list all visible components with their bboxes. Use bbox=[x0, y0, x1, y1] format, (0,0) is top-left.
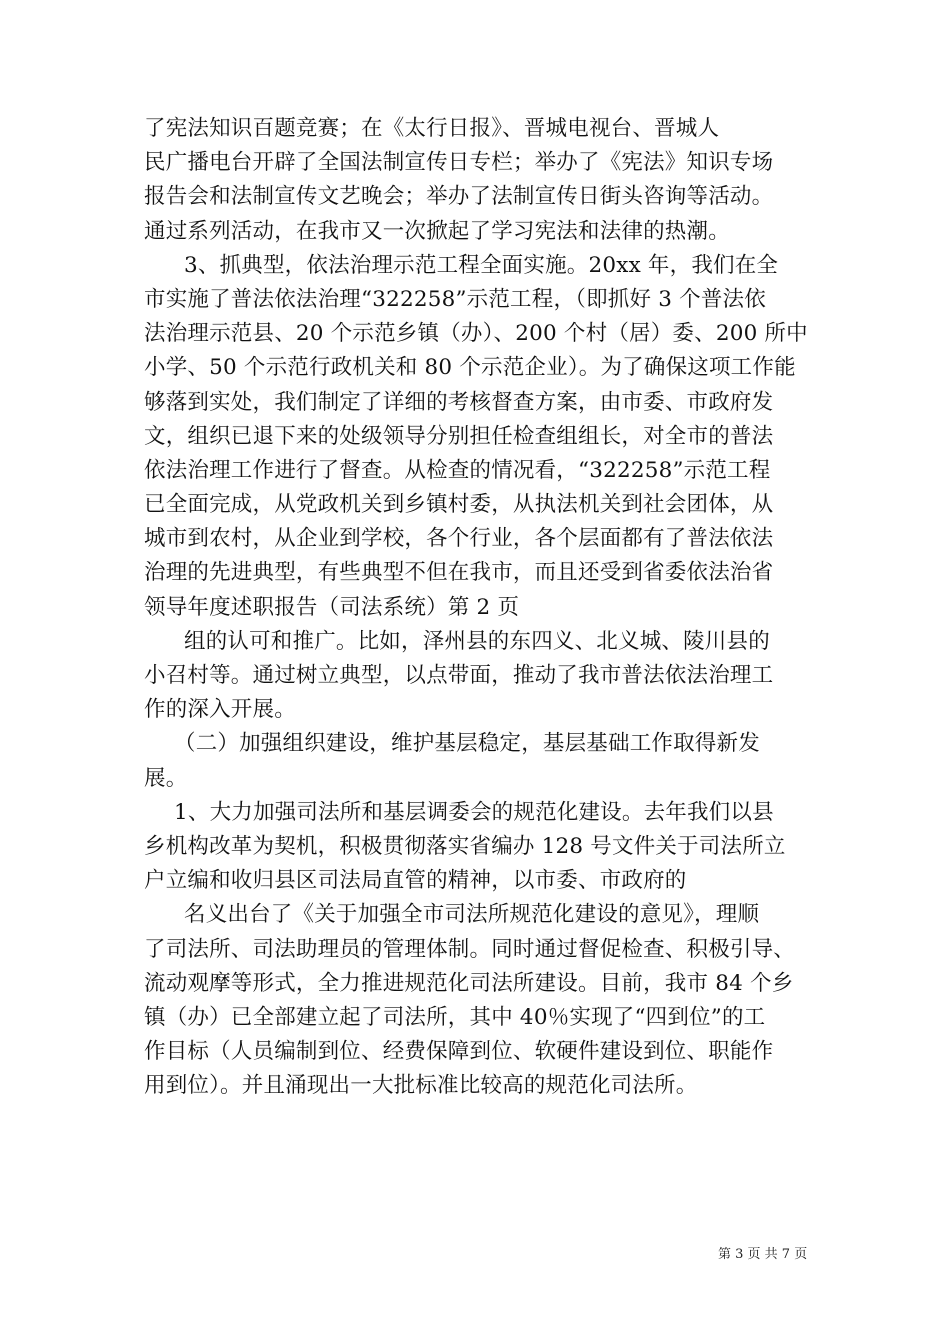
text-line: 法治理示范县、20 个示范乡镇（办）、200 个村（居）委、200 所中 bbox=[144, 321, 808, 347]
text-line: 展。 bbox=[144, 765, 188, 791]
text-line: 领导年度述职报告（司法系统）第 2 页 bbox=[144, 594, 520, 620]
text-line: 乡机构改革为契机，积极贯彻落实省编办 128 号文件关于司法所立 bbox=[144, 833, 786, 859]
text-line: 城市到农村，从企业到学校，各个行业，各个层面都有了普法依法 bbox=[144, 526, 774, 552]
text-line: 作的深入开展。 bbox=[144, 697, 296, 723]
text-line: 镇（办）已全部建立起了司法所，其中 40％实现了“四到位”的工 bbox=[144, 1004, 766, 1030]
text-line: 组的认可和推广。比如，泽州县的东四义、北义城、陵川县的 bbox=[184, 628, 770, 654]
text-line: 够落到实处，我们制定了详细的考核督查方案，由市委、市政府发 bbox=[144, 389, 774, 415]
text-line: 3、抓典型，依法治理示范工程全面实施。20xx 年，我们在全 bbox=[184, 252, 779, 278]
text-line: 文，组织已退下来的处级领导分别担任检查组组长，对全市的普法 bbox=[144, 423, 774, 449]
text-line: 了宪法知识百题竞赛；在《太行日报》、晋城电视台、晋城人 bbox=[144, 116, 720, 141]
page-number: 第 3 页 共 7 页 bbox=[718, 1247, 808, 1262]
text-line: 小召村等。通过树立典型，以点带面，推动了我市普法依法治理工 bbox=[144, 663, 774, 688]
text-line: 用到位）。并且涌现出一大批标准比较高的规范化司法所。 bbox=[144, 1073, 698, 1099]
text-line: 流动观摩等形式，全力推进规范化司法所建设。目前，我市 84 个乡 bbox=[144, 970, 794, 996]
text-line: 1、大力加强司法所和基层调委会的规范化建设。去年我们以县 bbox=[174, 799, 774, 825]
text-line: 作目标（人员编制到位、经费保障到位、软硬件建设到位、职能作 bbox=[144, 1039, 774, 1065]
text-line: 户立编和收归县区司法局直管的精神，以市委、市政府的 bbox=[144, 868, 687, 894]
text-line: 报告会和法制宣传文艺晚会；举办了法制宣传日街头咨询等活动。 bbox=[144, 184, 774, 210]
text-line: 了司法所、司法助理员的管理体制。同时通过督促检查、积极引导、 bbox=[144, 936, 796, 962]
text-line: 已全面完成，从党政机关到乡镇村委，从执法机关到社会团体，从 bbox=[144, 492, 774, 518]
text-line: 民广播电台开辟了全国法制宣传日专栏；举办了《宪法》知识专场 bbox=[144, 150, 774, 176]
text-line: 名义出台了《关于加强全市司法所规范化建设的意见》，理顺 bbox=[184, 902, 760, 928]
text-line: 小学、50 个示范行政机关和 80 个示范企业）。为了确保这项工作能 bbox=[144, 355, 796, 381]
text-line: 治理的先进典型，有些典型不但在我市，而且还受到省委依法治省 bbox=[144, 560, 774, 586]
text-line: （二）加强组织建设，维护基层稳定，基层基础工作取得新发 bbox=[174, 731, 760, 757]
body-text bbox=[144, 112, 814, 1103]
text-line: 市实施了普法依法治理“322258”示范工程，（即抓好 3 个普法依 bbox=[144, 286, 766, 312]
text-line: 通过系列活动，在我市又一次掀起了学习宪法和法律的热潮。 bbox=[144, 218, 730, 244]
text-line: 依法治理工作进行了督查。从检查的情况看，“322258”示范工程 bbox=[144, 457, 771, 483]
